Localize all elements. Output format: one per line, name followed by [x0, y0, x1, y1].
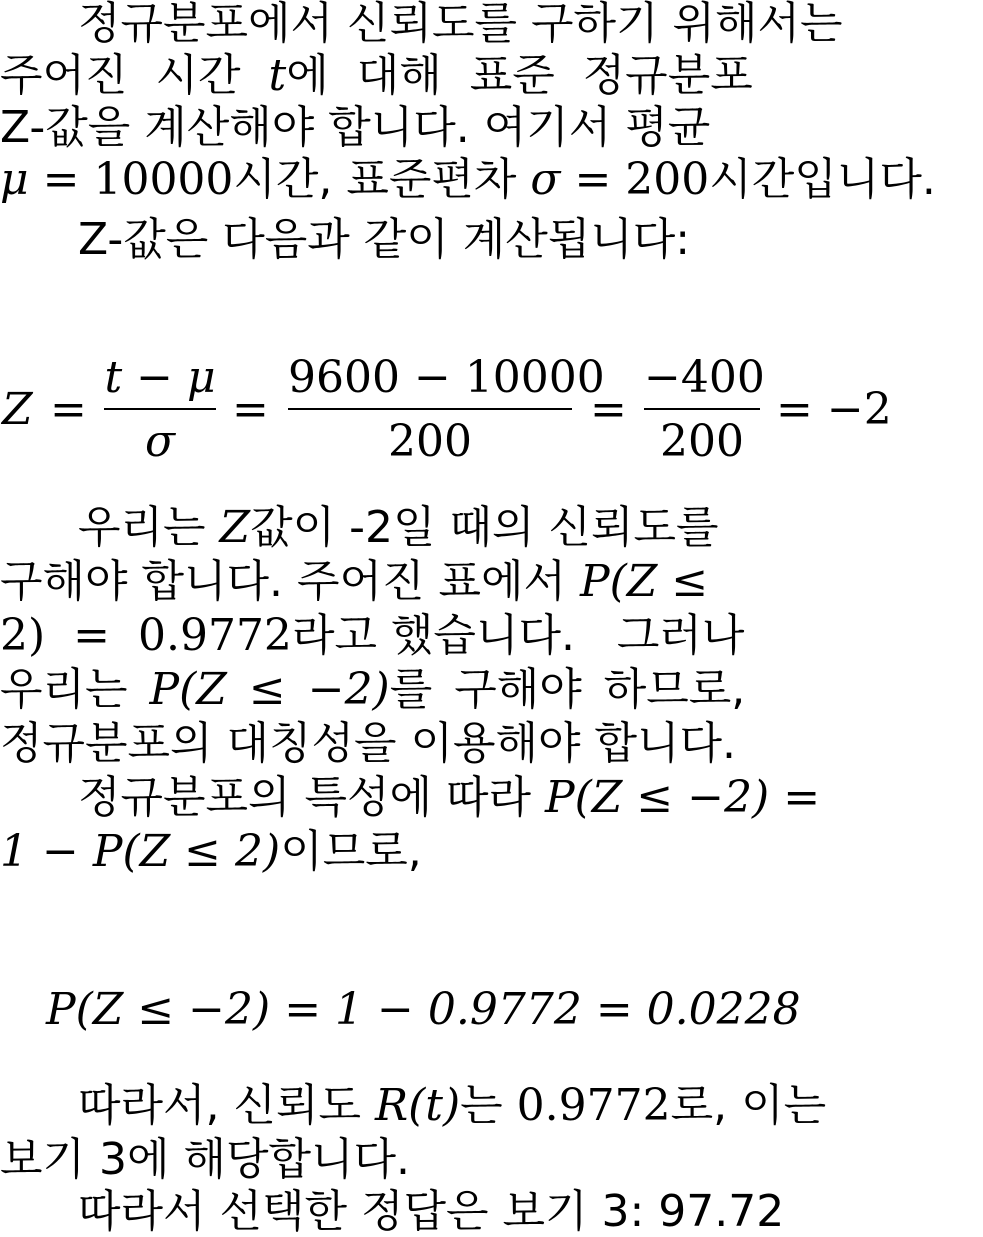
fraction-numerator: t − μ — [104, 352, 216, 403]
math-variable-z: Z — [2, 384, 33, 435]
text-span: 를 구해야 하므로, — [389, 664, 746, 715]
equation-result: = −2 — [776, 384, 892, 435]
paragraph-5-line-2 — [0, 1134, 410, 1185]
paragraph-2-line-1 — [78, 214, 691, 265]
text-span: 값이 -2일 때의 신뢰도를 — [250, 502, 719, 553]
math-value: = 10000 — [28, 154, 234, 205]
text-span: 는 — [460, 1080, 503, 1131]
paragraph-6-line-1 — [78, 1186, 785, 1237]
fraction-standardize — [104, 352, 216, 467]
display-equation-probability: P(Z ≤ −2) = 1 − 0.9772 = 0.0228 — [46, 984, 801, 1035]
math-expression: R(t) — [375, 1080, 461, 1131]
paragraph-1-line-3 — [0, 102, 711, 153]
math-expression: P(Z ≤ −2) = — [545, 772, 821, 823]
math-expression: P(Z ≤ — [580, 556, 709, 607]
text-span: 정규분포에서 신뢰도를 구하기 위해서는 — [78, 0, 843, 49]
math-expression: 2) = 0.9772 — [0, 610, 292, 661]
text-span: Z-값을 계산해야 합니다. 여기서 평균 — [0, 102, 711, 153]
text-span: 보기 3에 해당합니다. — [0, 1134, 410, 1185]
text-span: 로, 이는 — [670, 1080, 827, 1131]
fraction-values — [288, 352, 605, 467]
fraction-denominator: 200 — [660, 416, 744, 467]
text-span: 정규분포의 특성에 따라 — [78, 772, 532, 823]
paragraph-1-line-2 — [0, 50, 753, 101]
text-span: 시간, 표준편차 — [233, 154, 517, 205]
text-span: 주어진 시간 — [0, 50, 241, 101]
paragraph-1-line-1 — [78, 0, 843, 49]
text-span: 이므로, — [280, 826, 422, 877]
text-span: 시간입니다. — [709, 154, 936, 205]
text-span: Z-값은 다음과 같이 계산됩니다: — [78, 214, 691, 265]
paragraph-4-line-1 — [78, 772, 821, 823]
paragraph-3-line-5 — [0, 718, 737, 769]
paragraph-3-line-2 — [0, 556, 709, 607]
text-span: 우리는 — [0, 664, 128, 715]
math-value: = 200 — [560, 154, 710, 205]
fraction-denominator: σ — [144, 416, 176, 467]
paragraph-3-line-4 — [0, 664, 746, 715]
paragraph-4-line-2 — [0, 826, 422, 877]
text-span: 에 대해 표준 정규분포 — [286, 50, 753, 101]
text-span: 라고 했습니다. 그러나 — [291, 610, 745, 661]
fraction-bar — [644, 408, 760, 410]
math-value: 0.9772 — [516, 1080, 671, 1131]
paragraph-1-line-4 — [0, 154, 936, 205]
math-expression: 1 − P(Z ≤ 2) — [0, 826, 281, 877]
paragraph-5-line-1 — [78, 1080, 827, 1131]
math-variable-sigma: σ — [530, 154, 561, 205]
fraction-bar — [104, 408, 216, 410]
fraction-numerator: −400 — [644, 352, 765, 403]
fraction-difference — [644, 352, 765, 467]
equals-sign: = — [590, 384, 627, 435]
text-span: 정규분포의 대칭성을 이용해야 합니다. — [0, 718, 737, 769]
math-variable-t: t — [268, 50, 287, 101]
paragraph-3-line-1 — [78, 502, 719, 553]
paragraph-3-line-3 — [0, 610, 745, 661]
equals-sign: = — [232, 384, 269, 435]
text-span: 우리는 — [78, 502, 206, 553]
math-expression: P(Z ≤ −2) — [149, 664, 390, 715]
text-span: 따라서 선택한 정답은 보기 3: 97.72 — [78, 1186, 785, 1237]
equals-sign: = — [50, 384, 87, 435]
math-variable-mu: μ — [0, 154, 29, 205]
fraction-numerator: 9600 − 10000 — [288, 352, 605, 403]
text-span: 구해야 합니다. 주어진 표에서 — [0, 556, 566, 607]
fraction-denominator: 200 — [388, 416, 472, 467]
text-span: 따라서, 신뢰도 — [78, 1080, 361, 1131]
math-variable-z: Z — [219, 502, 251, 553]
fraction-bar — [288, 408, 572, 410]
